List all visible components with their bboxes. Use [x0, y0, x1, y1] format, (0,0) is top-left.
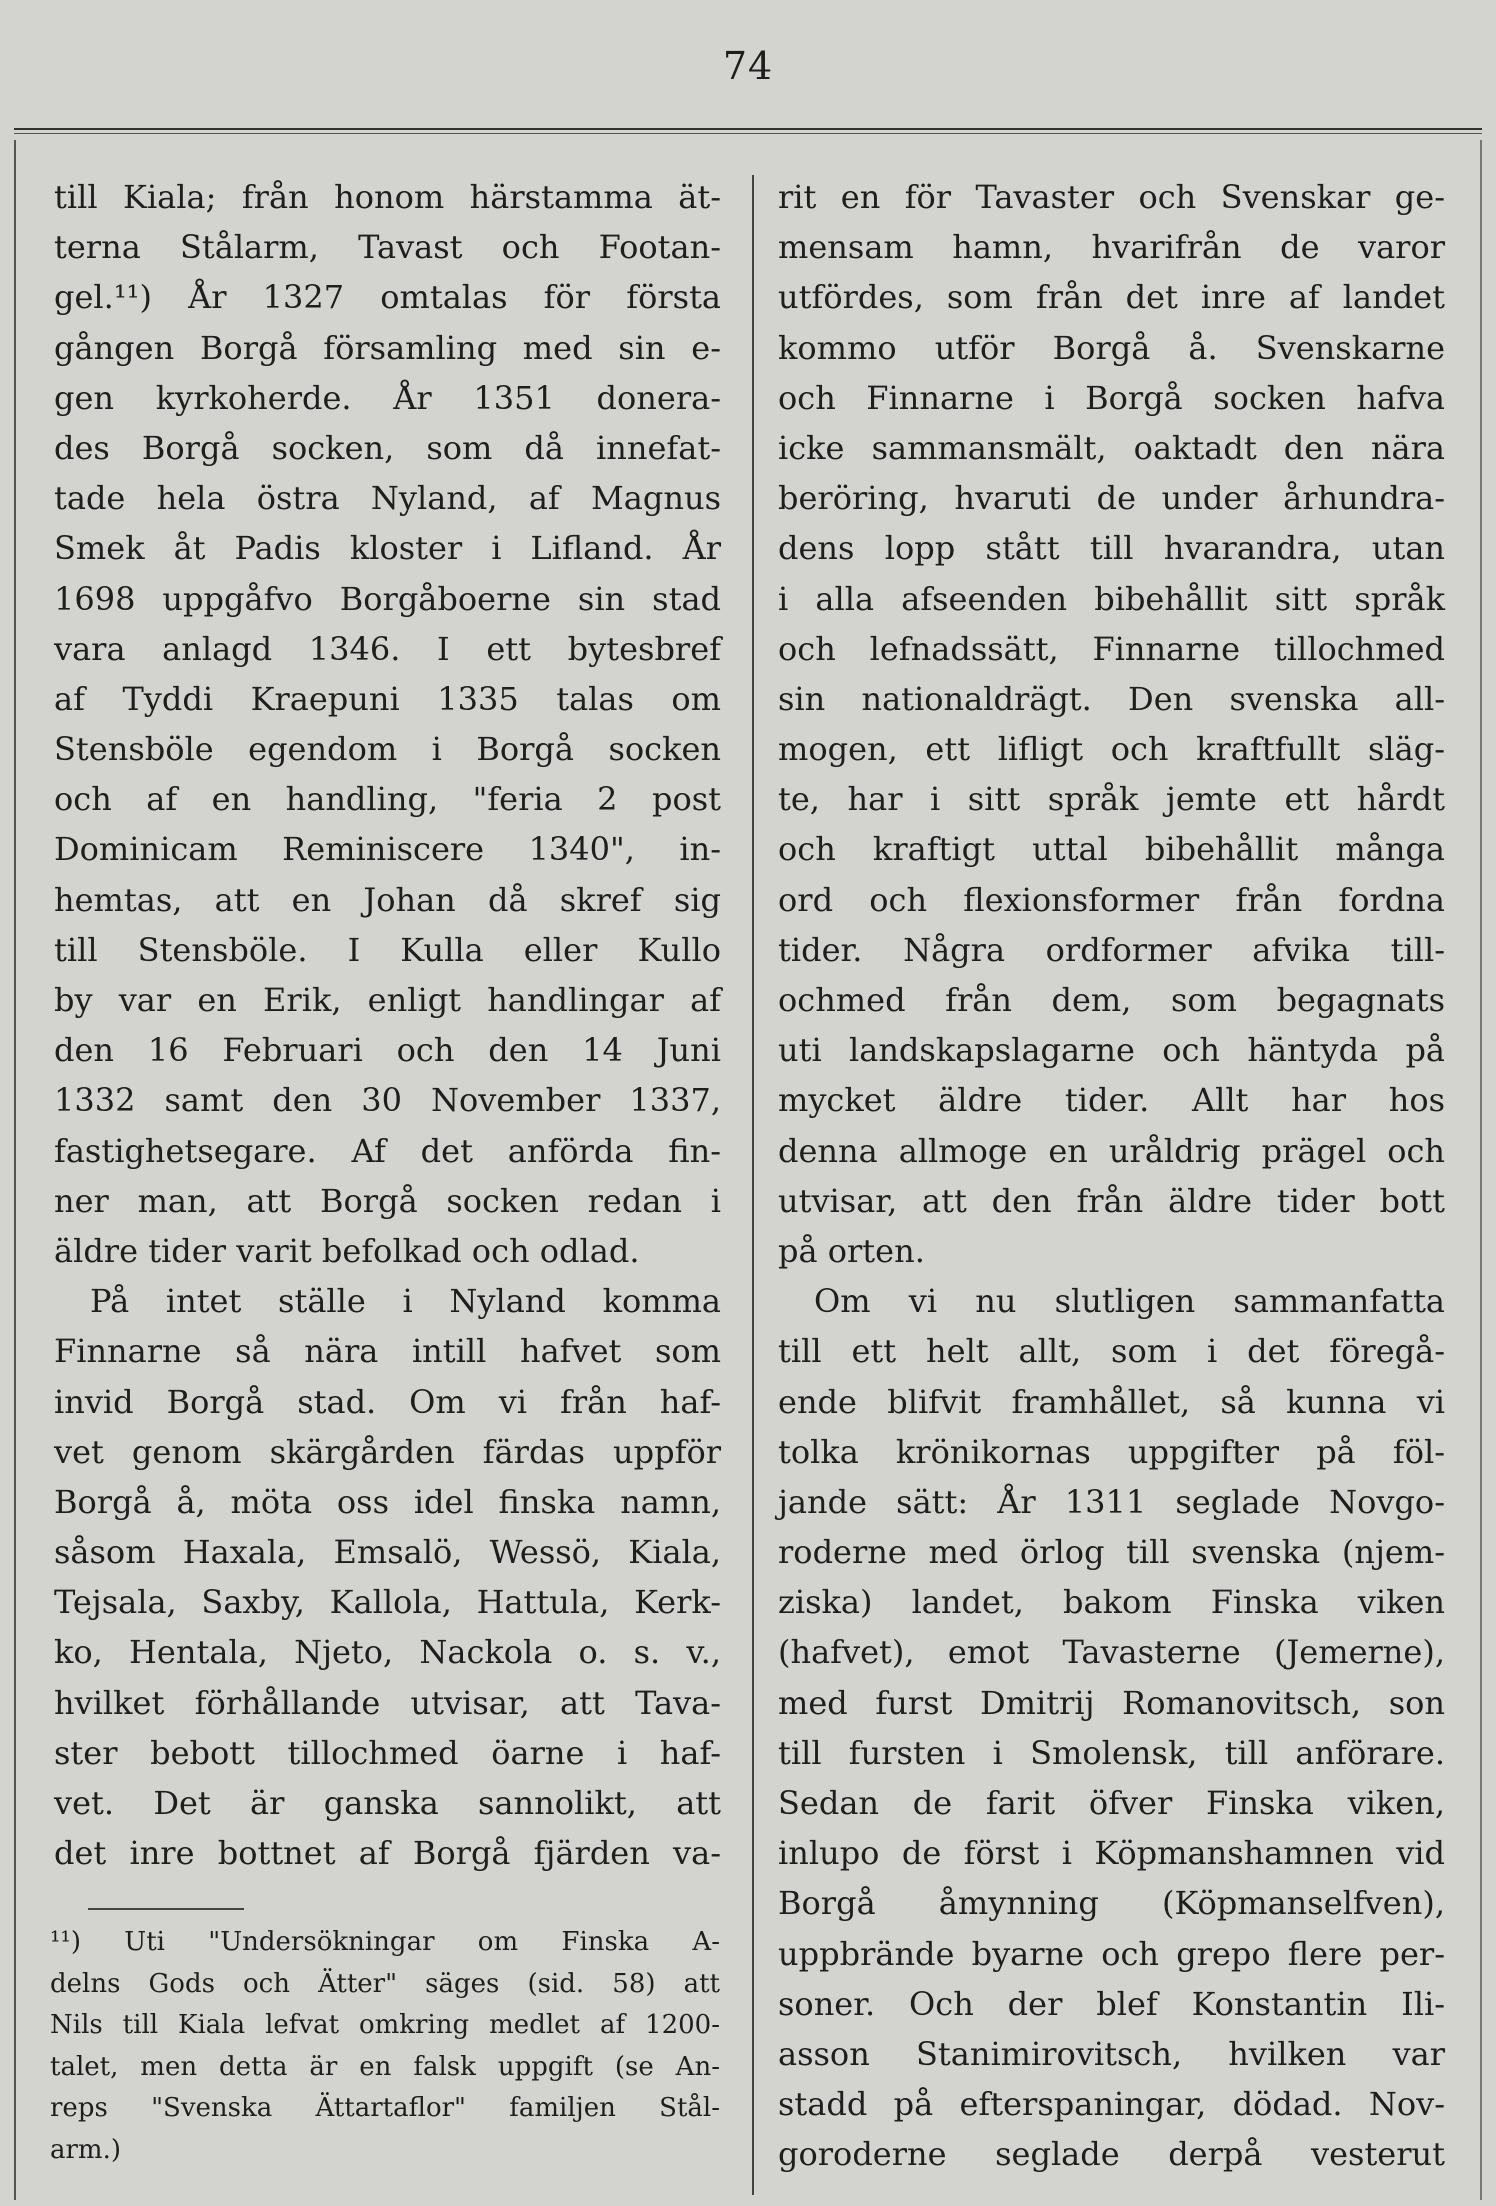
text-line: gen kyrkoherde. År 1351 donera-	[54, 378, 721, 417]
text-line: denna allmoge en uråldrig prägel och	[778, 1131, 1445, 1170]
right-border	[1480, 140, 1482, 2200]
text-line: mycket äldre tider. Allt har hos	[778, 1081, 1445, 1120]
text-line: uti landskapslagarne och häntyda på	[778, 1031, 1445, 1070]
text-line: i alla afseenden bibehållit sitt språk	[778, 579, 1445, 618]
footnote	[50, 1922, 720, 2171]
text-line: asson Stanimirovitsch, hvilken var	[778, 2034, 1445, 2073]
page-number: 74	[722, 44, 774, 88]
text-line: tider. Några ordformer afvika till-	[778, 930, 1445, 969]
text-line: invid Borgå stad. Om vi från haf-	[54, 1382, 721, 1421]
text-line: roderne med örlog till svenska (njem-	[778, 1533, 1445, 1572]
left-border	[14, 140, 16, 2200]
text-line: på orten.	[778, 1231, 925, 1270]
text-line: Om vi nu slutligen sammanfatta	[814, 1282, 1445, 1321]
text-line: gången Borgå församling med sin e-	[54, 328, 721, 367]
text-line: terna Stålarm, Tavast och Footan-	[54, 228, 721, 267]
text-line: till Kiala; från honom härstamma ät-	[54, 178, 721, 216]
text-line: Smek åt Padis kloster i Lifland. År	[54, 529, 721, 568]
text-line: Sedan de farit öfver Finska viken,	[778, 1784, 1445, 1822]
text-line: till ett helt allt, som i det föregå-	[778, 1332, 1445, 1371]
text-line: by var en Erik, enligt handlingar af	[54, 981, 721, 1019]
text-line: beröring, hvaruti de under århundra-	[778, 479, 1445, 518]
text-line: soner. Och der blef Konstantin Ili-	[778, 1984, 1445, 2023]
text-line: såsom Haxala, Emsalö, Wessö, Kiala,	[54, 1533, 721, 1572]
text-line: des Borgå socken, som då innefat-	[54, 428, 721, 467]
text-line: talet, men detta är en falsk uppgift (se An-	[50, 2051, 720, 2082]
text-line: till Stensböle. I Kulla eller Kullo	[54, 930, 721, 969]
text-line: uppbrände byarne och grepo flere per-	[778, 1934, 1445, 1973]
text-line: och Finnarne i Borgå socken hafva	[778, 378, 1445, 417]
text-line: till fursten i Smolensk, till anförare.	[778, 1733, 1445, 1772]
text-line: vara anlagd 1346. I ett bytesbref	[54, 629, 721, 668]
text-line: goroderne seglade derpå vesterut	[778, 2135, 1445, 2174]
text-line: te, har i sitt språk jemte ett hårdt	[778, 780, 1445, 819]
text-line: gel.¹¹) År 1327 omtalas för första	[54, 278, 721, 317]
text-line: hvilket förhållande utvisar, att Tava-	[54, 1683, 721, 1722]
text-line: utfördes, som från det inre af landet	[778, 278, 1445, 317]
text-line: det inre bottnet af Borgå fjärden va-	[54, 1834, 721, 1873]
text-line: Nils till Kiala lefvat omkring medlet af 1200-	[50, 2010, 720, 2040]
text-line: äldre tider varit befolkad och odlad.	[54, 1231, 640, 1270]
text-line: jande sätt: År 1311 seglade Novgo-	[778, 1482, 1445, 1521]
text-line: sin nationaldrägt. Den svenska all-	[778, 679, 1445, 718]
text-line: och kraftigt uttal bibehållit många	[778, 830, 1445, 869]
text-line: kommo utför Borgå å. Svenskarne	[778, 328, 1445, 367]
text-line: och af en handling, "feria 2 post	[54, 780, 721, 819]
text-line: vet. Det är ganska sannolikt, att	[54, 1784, 721, 1822]
text-line: Stensböle egendom i Borgå socken	[54, 730, 721, 769]
text-line: tolka krönikornas uppgifter på föl-	[778, 1432, 1445, 1471]
column-divider	[752, 175, 754, 2195]
text-line: ziska) landet, bakom Finska viken	[778, 1583, 1445, 1622]
text-line: ¹¹) Uti "Undersökningar om Finska A-	[50, 1927, 720, 1957]
text-line: ende blifvit framhållet, så kunna vi	[778, 1382, 1445, 1421]
text-line: Borgå åmynning (Köpmanselfven),	[778, 1884, 1445, 1923]
text-line: af Tyddi Kraepuni 1335 talas om	[54, 679, 721, 718]
text-line: vet genom skärgården färdas uppför	[54, 1432, 721, 1471]
text-line: reps "Svenska Ättartaflor" familjen Stål-	[50, 2093, 720, 2123]
text-line: 1698 uppgåfvo Borgåboerne sin stad	[54, 579, 721, 618]
text-line: delns Gods och Ätter" säges (sid. 58) att	[50, 1968, 720, 1999]
left-column	[54, 172, 721, 1878]
text-line: ochmed från dem, som begagnats	[778, 981, 1445, 1019]
text-line: utvisar, att den från äldre tider bott	[778, 1181, 1445, 1220]
text-line: ster bebott tillochmed öarne i haf-	[54, 1733, 721, 1772]
text-line: tade hela östra Nyland, af Magnus	[54, 479, 721, 518]
text-line: ner man, att Borgå socken redan i	[54, 1181, 721, 1220]
text-line: Tejsala, Saxby, Kallola, Hattula, Kerk-	[54, 1583, 721, 1622]
text-line: dens lopp stått till hvarandra, utan	[778, 529, 1445, 568]
text-line: mogen, ett lifligt och kraftfullt släg-	[778, 730, 1445, 769]
text-line: Finnarne så nära intill hafvet som	[54, 1332, 721, 1371]
text-line: hemtas, att en Johan då skref sig	[54, 880, 721, 919]
text-line: arm.)	[50, 2134, 121, 2165]
footnote-rule	[88, 1908, 244, 1910]
text-line: På intet ställe i Nyland komma	[90, 1282, 721, 1321]
text-line: rit en för Tavaster och Svenskar ge-	[778, 178, 1445, 216]
text-line: ord och flexionsformer från fordna	[778, 880, 1445, 919]
text-line: ko, Hentala, Njeto, Nackola o. s. v.,	[54, 1633, 721, 1672]
text-line: (hafvet), emot Tavasterne (Jemerne),	[778, 1633, 1445, 1672]
text-line: icke sammansmält, oaktadt den nära	[778, 428, 1445, 467]
text-line: Borgå å, möta oss idel finska namn,	[54, 1482, 721, 1521]
text-line: stadd på efterspaningar, dödad. Nov-	[778, 2085, 1445, 2124]
text-line: och lefnadssätt, Finnarne tillochmed	[778, 629, 1445, 668]
text-line: den 16 Februari och den 14 Juni	[54, 1031, 721, 1070]
header-rule	[14, 128, 1482, 134]
text-line: med furst Dmitrij Romanovitsch, son	[778, 1683, 1445, 1722]
text-line: 1332 samt den 30 November 1337,	[54, 1081, 721, 1120]
text-line: mensam hamn, hvarifrån de varor	[778, 228, 1445, 267]
text-line: Dominicam Reminiscere 1340", in-	[54, 830, 721, 869]
text-line: fastighetsegare. Af det anförda fin-	[54, 1131, 721, 1170]
text-line: inlupo de först i Köpmanshamnen vid	[778, 1834, 1445, 1873]
right-column	[778, 172, 1445, 2180]
